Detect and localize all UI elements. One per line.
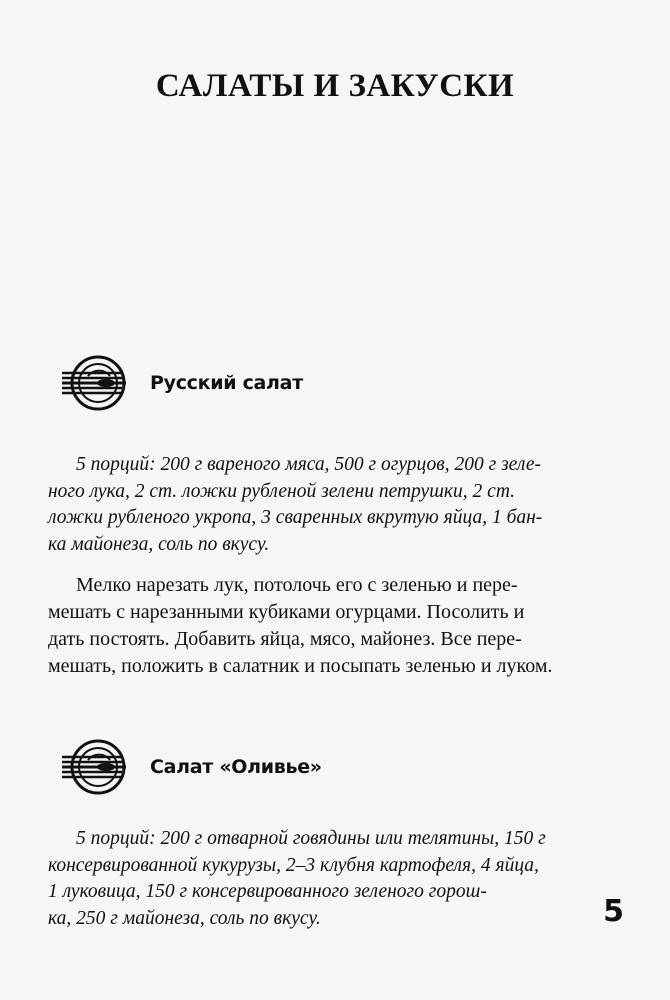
recipe-ingredients — [48, 452, 614, 558]
recipe-header-olivier-salad — [60, 738, 322, 796]
text-line: 5 порций: 200 г отварной говядины или телятины, 150 г — [76, 828, 546, 849]
text-line: мешать, положить в салатник и посыпать зеленью и луком. — [48, 655, 553, 677]
text-line: ного лука, 2 ст. ложки рубленой зелени петрушки, 2 ст. — [48, 480, 516, 502]
text-line: ка майонеза, соль по вкусу. — [48, 533, 270, 555]
text-line: Мелко нарезать лук, потолочь его с зеленью и пере- — [76, 574, 518, 596]
text-line: консервированной кукурузы, 2–3 клубня картофеля, 4 яйца, — [48, 854, 539, 876]
text-line: ка, 250 г майонеза, соль по вкусу. — [48, 907, 321, 929]
chapter-title: САЛАТЫ И ЗАКУСКИ — [155, 68, 515, 104]
plate-cutlery-icon — [60, 354, 132, 412]
recipe-title: Салат «Оливье» — [150, 756, 322, 778]
text-line: 5 порций: 200 г вареного мяса, 500 г огурцов, 200 г зеле- — [76, 454, 541, 475]
recipe-ingredients — [48, 826, 614, 932]
recipe-instructions — [48, 572, 614, 680]
plate-cutlery-icon — [60, 738, 132, 796]
text-line: ложки рубленого укропа, 3 сваренных вкрутую яйца, 1 бан- — [48, 507, 543, 528]
text-line: дать постоять. Добавить яйца, мясо, майонез. Все пере- — [48, 628, 522, 650]
text-line: 1 луковица, 150 г консервированного зеленого горош- — [48, 881, 487, 902]
page-number: 5 — [603, 894, 624, 929]
recipe-title: Русский салат — [150, 372, 303, 394]
text-line: мешать с нарезанными кубиками огурцами. Посолить и — [48, 601, 525, 623]
recipe-header-russian-salad — [60, 354, 303, 412]
